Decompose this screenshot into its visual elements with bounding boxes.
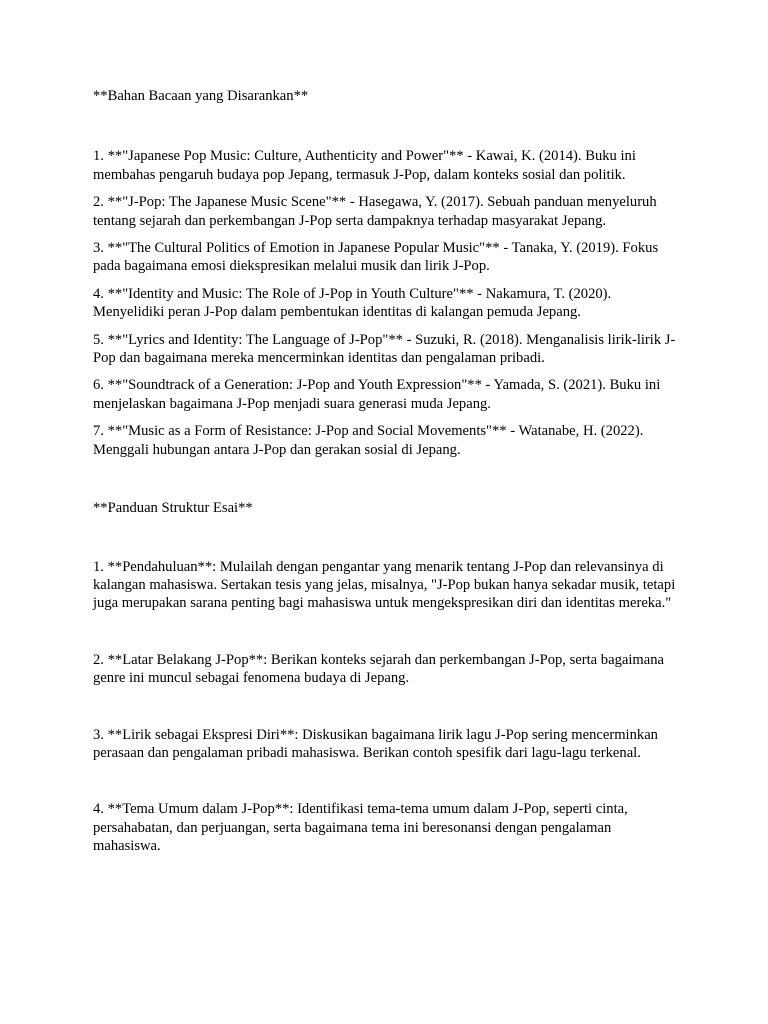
document-body <box>93 87 678 856</box>
reading-item: 4. **"Identity and Music: The Role of J-Pop in Youth Culture"** - Nakamura, T. (2020). Menyelidiki peran J-Pop dalam pembentukan identitas di kalangan pemuda Jepang. <box>93 285 612 321</box>
reading-item: 1. **"Japanese Pop Music: Culture, Authenticity and Power"** - Kawai, K. (2014). Buku ini membahas pengaruh budaya pop Jepang, termasuk J-Pop, dalam konteks sosial dan politik. <box>93 148 636 183</box>
reading-item: 2. **"J-Pop: The Japanese Music Scene"** - Hasegawa, Y. (2017). Sebuah panduan menyeluruh tentang sejarah dan perkembangan J-Pop serta dampaknya terhadap masyarakat Jepang. <box>93 194 657 229</box>
section-heading-readings: **Bahan Bacaan yang Disarankan** <box>93 88 309 104</box>
structure-item: 3. **Lirik sebagai Ekspresi Diri**: Diskusikan bagaimana lirik lagu J-Pop sering mencerminkan perasaan dan pengalaman pribadi mahasiswa. Berikan contoh spesifik dari lagu-lagu terkenal. <box>93 726 658 761</box>
reading-item: 7. **"Music as a Form of Resistance: J-Pop and Social Movements"** - Watanabe, H. (2022). Menggali hubungan antara J-Pop dan gerakan sosial di Jepang. <box>93 423 644 458</box>
structure-item: 1. **Pendahuluan**: Mulailah dengan pengantar yang menarik tentang J-Pop dan relevansinya di kalangan mahasiswa. Sertakan tesis yang jelas, misalnya, "J-Pop bukan hanya sekadar musik, tetapi juga merupakan sarana penting bagi mahasiswa untuk mengekspresikan diri dan identitas mereka." <box>93 558 676 612</box>
structure-item: 4. **Tema Umum dalam J-Pop**: Identifikasi tema-tema umum dalam J-Pop, seperti cinta, persahabatan, dan perjuangan, serta bagaimana tema ini beresonansi dengan pengalaman mahasiswa. <box>93 801 628 855</box>
reading-item: 5. **"Lyrics and Identity: The Language of J-Pop"** - Suzuki, R. (2018). Menganalisis lirik-lirik J-Pop dan bagaimana mereka mencerminkan identitas dan pengalaman pribadi. <box>93 331 676 367</box>
section-heading-structure: **Panduan Struktur Esai** <box>93 500 253 517</box>
structure-item: 2. **Latar Belakang J-Pop**: Berikan konteks sejarah dan perkembangan J-Pop, serta bagaimana genre ini muncul sebagai fenomena budaya di Jepang. <box>93 651 665 687</box>
reading-item: 6. **"Soundtrack of a Generation: J-Pop and Youth Expression"** - Yamada, S. (2021). Buku ini menjelaskan bagaimana J-Pop menjadi suara generasi muda Jepang. <box>93 377 661 412</box>
reading-item: 3. **"The Cultural Politics of Emotion in Japanese Popular Music"** - Tanaka, Y. (2019). Fokus pada bagaimana emosi diekspresikan melalui musik dan lirik J-Pop. <box>93 240 659 275</box>
